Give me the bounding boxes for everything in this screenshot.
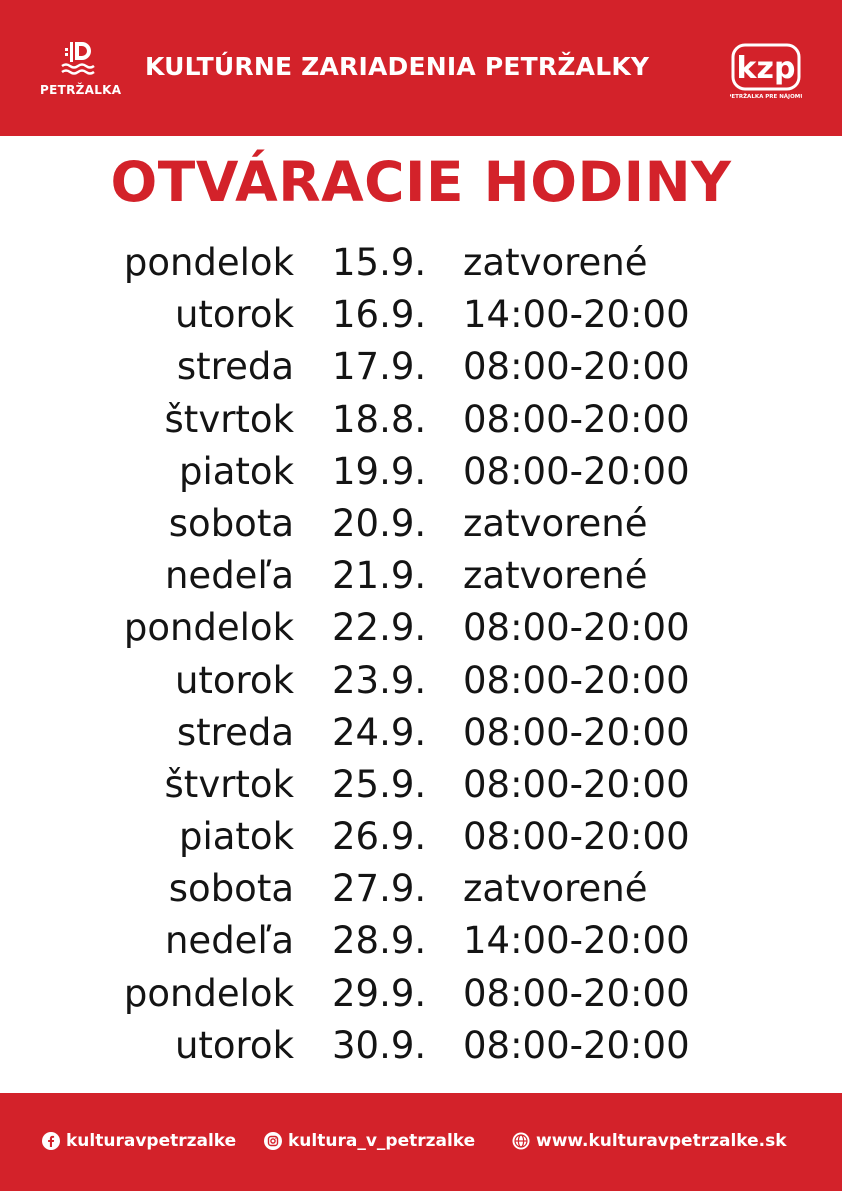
- kzp-logo-text: kzp: [736, 51, 796, 86]
- schedule-row: [0, 237, 842, 289]
- page-title: OTVÁRACIE HODINY: [110, 150, 732, 214]
- schedule-day: sobota: [168, 501, 294, 545]
- schedule-hours: zatvorené: [463, 501, 648, 545]
- schedule-row: [0, 759, 842, 811]
- schedule-row: [0, 289, 842, 341]
- schedule-hours: 08:00-20:00: [463, 710, 690, 754]
- globe-icon: [512, 1132, 530, 1150]
- schedule-day: pondelok: [123, 606, 294, 650]
- schedule-date: 23.9.: [332, 658, 427, 702]
- schedule-date: 29.9.: [332, 971, 427, 1015]
- footer-bar: [0, 1093, 842, 1191]
- schedule-date: 25.9.: [332, 762, 427, 806]
- schedule-row: [0, 915, 842, 967]
- website-link[interactable]: [512, 1129, 787, 1153]
- schedule-date: 28.9.: [332, 919, 427, 963]
- schedule-day: štvrtok: [164, 397, 294, 441]
- schedule-hours: zatvorené: [463, 554, 648, 598]
- schedule-hours: zatvorené: [463, 867, 648, 911]
- schedule-row: [0, 968, 842, 1020]
- schedule-hours: 08:00-20:00: [463, 397, 690, 441]
- schedule-date: 30.9.: [332, 1023, 427, 1067]
- schedule-hours: 08:00-20:00: [463, 449, 690, 493]
- schedule-date: 16.9.: [332, 293, 427, 337]
- schedule-row: [0, 707, 842, 759]
- schedule-date: 22.9.: [332, 606, 427, 650]
- schedule-date: 20.9.: [332, 501, 427, 545]
- facebook-link[interactable]: [42, 1129, 236, 1153]
- schedule-row: [0, 655, 842, 707]
- header-bar: [0, 0, 842, 136]
- schedule-hours: 08:00-20:00: [463, 658, 690, 702]
- kzp-logo: [730, 42, 802, 102]
- schedule-row: [0, 341, 842, 393]
- schedule-row: [0, 394, 842, 446]
- facebook-icon: [42, 1132, 60, 1150]
- instagram-handle: kultura_v_petrzalke: [288, 1131, 476, 1151]
- opening-hours-table: [0, 237, 842, 1072]
- schedule-date: 26.9.: [332, 815, 427, 859]
- schedule-row: [0, 602, 842, 654]
- schedule-hours: 08:00-20:00: [463, 1023, 690, 1067]
- schedule-day: nedeľa: [164, 919, 294, 963]
- instagram-link[interactable]: [264, 1129, 475, 1153]
- schedule-row: [0, 1020, 842, 1072]
- schedule-row: [0, 498, 842, 550]
- schedule-day: piatok: [178, 449, 294, 493]
- schedule-row: [0, 550, 842, 602]
- schedule-hours: zatvorené: [463, 241, 648, 284]
- kzp-badge-icon: [730, 42, 802, 102]
- schedule-row: [0, 446, 842, 498]
- instagram-icon: [264, 1132, 282, 1150]
- schedule-day: utorok: [174, 293, 294, 337]
- schedule-hours: 08:00-20:00: [463, 606, 690, 650]
- schedule-day: sobota: [168, 867, 294, 911]
- schedule-hours: 08:00-20:00: [463, 345, 690, 389]
- schedule-day: štvrtok: [164, 762, 294, 806]
- schedule-day: utorok: [174, 1023, 294, 1067]
- schedule-hours: 14:00-20:00: [463, 919, 690, 963]
- schedule-hours: 08:00-20:00: [463, 762, 690, 806]
- schedule-date: 18.8.: [332, 397, 427, 441]
- schedule-day: streda: [176, 710, 294, 754]
- facebook-handle: kulturavpetrzalke: [66, 1131, 237, 1151]
- schedule-date: 24.9.: [332, 710, 427, 754]
- schedule-day: pondelok: [123, 971, 294, 1015]
- schedule-date: 19.9.: [332, 449, 427, 493]
- petrzalka-logo: [40, 40, 120, 102]
- schedule-day: utorok: [174, 658, 294, 702]
- schedule-day: pondelok: [123, 241, 294, 284]
- schedule-hours: 08:00-20:00: [463, 971, 690, 1015]
- schedule-day: piatok: [178, 815, 294, 859]
- petrzalka-emblem-icon: [60, 40, 100, 78]
- kzp-logo-subtext: PETRŽALKA PRE NÁJOMU: [730, 94, 802, 100]
- organization-name: KULTÚRNE ZARIADENIA PETRŽALKY: [145, 52, 650, 81]
- logo-left-label: PETRŽALKA: [40, 83, 122, 97]
- schedule-row: [0, 863, 842, 915]
- schedule-row: [0, 811, 842, 863]
- schedule-date: 15.9.: [332, 241, 427, 284]
- schedule-date: 21.9.: [332, 554, 427, 598]
- schedule-date: 17.9.: [332, 345, 427, 389]
- schedule-day: streda: [176, 345, 294, 389]
- website-url: www.kulturavpetrzalke.sk: [536, 1131, 787, 1151]
- schedule-hours: 08:00-20:00: [463, 815, 690, 859]
- schedule-hours: 14:00-20:00: [463, 293, 690, 337]
- schedule-date: 27.9.: [332, 867, 427, 911]
- schedule-day: nedeľa: [164, 554, 294, 598]
